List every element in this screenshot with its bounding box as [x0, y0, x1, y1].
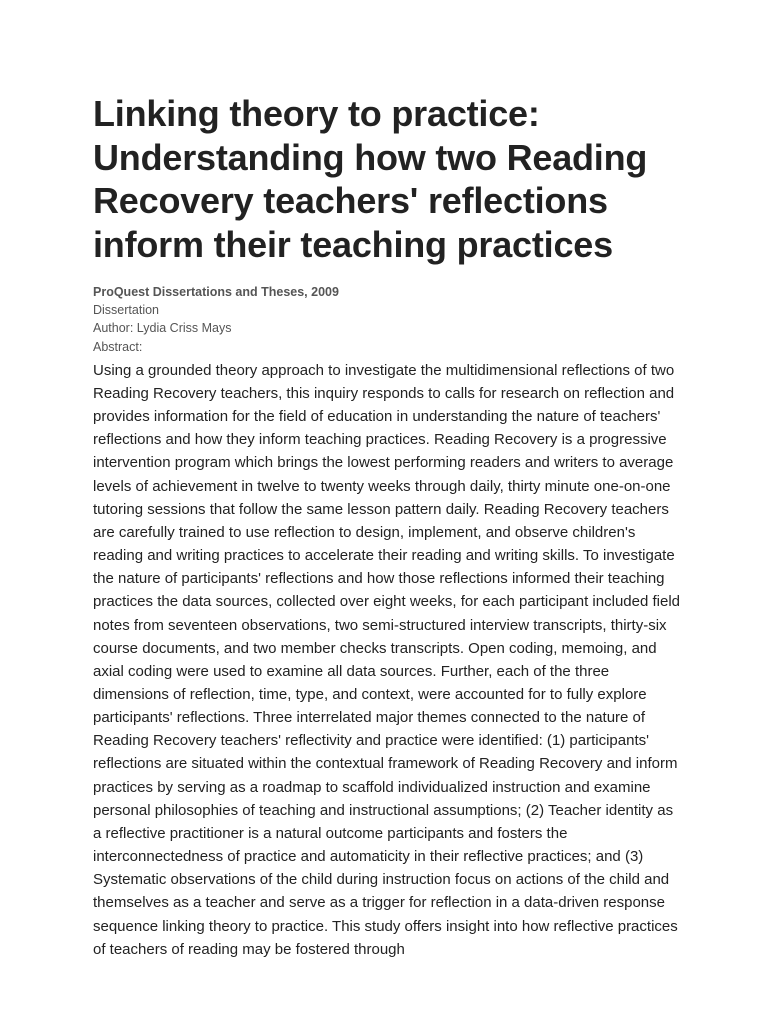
document-title: Linking theory to practice: Understanding how two Reading Recovery teachers' reflections inform their teaching practices — [93, 93, 648, 265]
abstract-body: Using a grounded theory approach to investigate the multidimensional reflections of two Reading Recovery teachers, this inquiry responds to calls for research on reflection and provides information for the field of education in understanding the nature of teachers' reflections and how they inform teaching practices. Reading Recovery is a progressive intervention program which brings the lowest performing readers and writers to average levels of achievement in twelve to twenty weeks through daily, thirty minute one-on-one tutoring sessions that follow the same lesson pattern daily. Reading Recovery teachers are carefully trained to use reflection to design, implement, and observe children's reading and writing practices to accelerate their reading and writing skills. To investigate the nature of participants' reflections and how those reflections informed their teaching practices the data sources, collected over eight weeks, for each participant included field notes from seventeen observations, two semi-structured interview transcripts, thirty-six course documents, and two member checks transcripts. Open coding, memoing, and axial coding were used to examine all data sources. Further, each of the three dimensions of reflection, time, type, and context, were accounted for to fully explore participants' reflections. Three interrelated major themes connected to the nature of Reading Recovery teachers' reflectivity and practice were identified: (1) participants' reflections are situated within the contextual framework of Reading Recovery and inform practices by serving as a roadmap to scaffold individualized instruction and examine personal philosophies of teaching and instructional assumptions; (2) Teacher identity as a reflective practitioner is a natural outcome participants and fosters the interconnectedness of practice and automaticity in their reflective practices; and (3) Systematic observations of the child during instruction focus on actions of the child and themselves as a teacher and serve as a trigger for reflection in a data-driven response sequence linking theory to practice. This study offers insight into how reflective practices of teachers of reading may be fostered through — [93, 361, 680, 958]
document-author: Author: Lydia Criss Mays — [93, 321, 232, 336]
document-metadata — [93, 283, 683, 356]
document-type: Dissertation — [93, 303, 159, 318]
publication-source: ProQuest Dissertations and Theses, 2009 — [93, 285, 339, 299]
document-page — [93, 92, 683, 961]
abstract-label: Abstract: — [93, 339, 143, 354]
